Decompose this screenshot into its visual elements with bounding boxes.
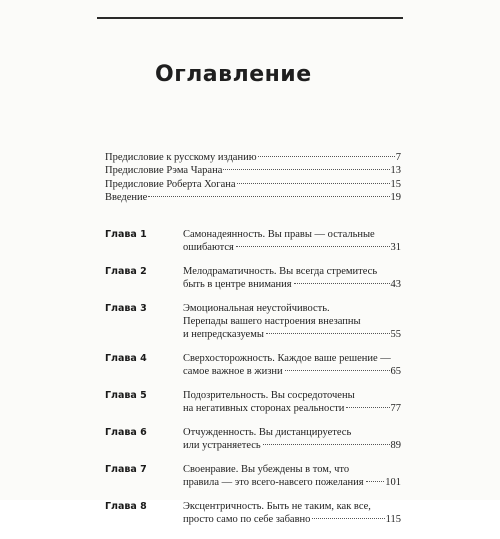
chapter-title-line: или устраняетесь — [183, 440, 261, 452]
chapter-title-line: Мелодраматичность. Вы всегда стремитесь — [183, 266, 378, 278]
dot-leader — [148, 196, 389, 197]
dot-leader — [236, 246, 390, 247]
chapter-entry — [105, 390, 401, 416]
chapter-page: 77 — [390, 402, 401, 414]
front-matter-list — [105, 151, 401, 204]
page-title: Оглавление — [155, 62, 312, 87]
chapter-title-last-line — [183, 440, 401, 453]
chapter-title — [183, 464, 401, 490]
chapter-entry — [105, 464, 401, 490]
toc-entry — [105, 151, 401, 164]
toc-entry-page: 19 — [390, 191, 401, 203]
dot-leader — [263, 444, 390, 445]
chapter-title — [183, 427, 401, 453]
chapter-page: 43 — [390, 278, 401, 290]
chapter-label: Глава 2 — [105, 266, 147, 278]
dot-leader — [312, 518, 384, 519]
toc-entry-page: 13 — [390, 165, 401, 177]
chapter-label: Глава 3 — [105, 303, 147, 315]
chapter-label: Глава 1 — [105, 229, 147, 240]
dot-leader — [266, 333, 390, 334]
toc-entry — [105, 178, 401, 191]
dot-leader — [237, 183, 390, 184]
chapter-label: Глава 5 — [105, 390, 147, 402]
chapter-title — [183, 229, 401, 255]
chapter-title — [183, 266, 401, 292]
chapter-title-line: самое важное в жизни — [183, 365, 283, 377]
chapter-page: 65 — [390, 365, 401, 377]
chapter-page: 115 — [385, 514, 401, 526]
chapter-label: Глава 7 — [105, 464, 147, 476]
chapter-title-line: просто само по себе забавно — [183, 514, 311, 526]
chapter-title-last-line — [183, 329, 401, 342]
chapter-title — [183, 501, 401, 527]
chapter-title-line: Отчужденность. Вы дистанцируетесь — [183, 427, 352, 439]
chapter-title-line: Эмоциональная неустойчивость. — [183, 303, 330, 315]
chapter-title-last-line — [183, 477, 401, 490]
chapter-entry — [105, 266, 401, 292]
chapter-title-last-line — [183, 514, 401, 527]
toc-entry-page: 15 — [390, 178, 401, 190]
toc-entry — [105, 191, 401, 204]
chapter-entry — [105, 303, 401, 341]
chapter-page: 89 — [390, 440, 401, 452]
chapter-title-line: и непредсказуемы — [183, 328, 264, 340]
chapter-title-line: Подозрительность. Вы сосредоточены — [183, 390, 355, 402]
dot-leader — [294, 283, 390, 284]
dot-leader — [366, 481, 385, 482]
toc-entry-title: Предисловие к русскому изданию — [105, 152, 257, 163]
chapter-label: Глава 4 — [105, 353, 147, 365]
chapter-title-line: Самонадеянность. Вы правы — остальные — [183, 229, 375, 240]
chapter-title-line: Сверхосторожность. Каждое ваше решение — — [183, 353, 391, 365]
toc-entry — [105, 164, 401, 177]
chapter-title-line: ошибаются — [183, 241, 234, 253]
chapter-title-line: Эксцентричность. Быть не таким, как все, — [183, 501, 371, 513]
chapter-title-line: Перепады вашего настроения внезапны — [183, 315, 361, 327]
chapter-list — [105, 229, 401, 539]
top-rule — [97, 17, 403, 19]
toc-entry-page: 7 — [395, 152, 401, 163]
dot-leader — [346, 407, 389, 408]
chapter-title — [183, 353, 401, 379]
toc-entry-title: Предисловие Роберта Хогана — [105, 178, 236, 190]
chapter-title-last-line — [183, 242, 401, 255]
toc-entry-title: Введение — [105, 191, 148, 203]
dot-leader — [285, 370, 390, 371]
chapter-entry — [105, 427, 401, 453]
chapter-label: Глава 6 — [105, 427, 147, 439]
chapter-page: 31 — [390, 241, 401, 253]
chapter-title-last-line — [183, 279, 401, 292]
chapter-page: 55 — [390, 328, 401, 340]
chapter-title — [183, 390, 401, 416]
chapter-title-line: на негативных сторонах реальности — [183, 402, 345, 414]
chapter-title — [183, 303, 401, 341]
dot-leader — [258, 156, 395, 157]
chapter-title-last-line — [183, 403, 401, 416]
toc-entry-title: Предисловие Рэма Чарана — [105, 165, 223, 177]
chapter-label: Глава 8 — [105, 501, 147, 513]
dot-leader — [223, 169, 389, 170]
chapter-title-line: быть в центре внимания — [183, 278, 292, 290]
chapter-title-last-line — [183, 366, 401, 379]
chapter-title-line: правила — это всего-навсего пожелания — [183, 477, 364, 489]
chapter-entry — [105, 501, 401, 527]
chapter-entry — [105, 229, 401, 255]
chapter-page: 101 — [385, 477, 401, 489]
chapter-title-line: Своенравие. Вы убеждены в том, что — [183, 464, 350, 476]
chapter-entry — [105, 353, 401, 379]
